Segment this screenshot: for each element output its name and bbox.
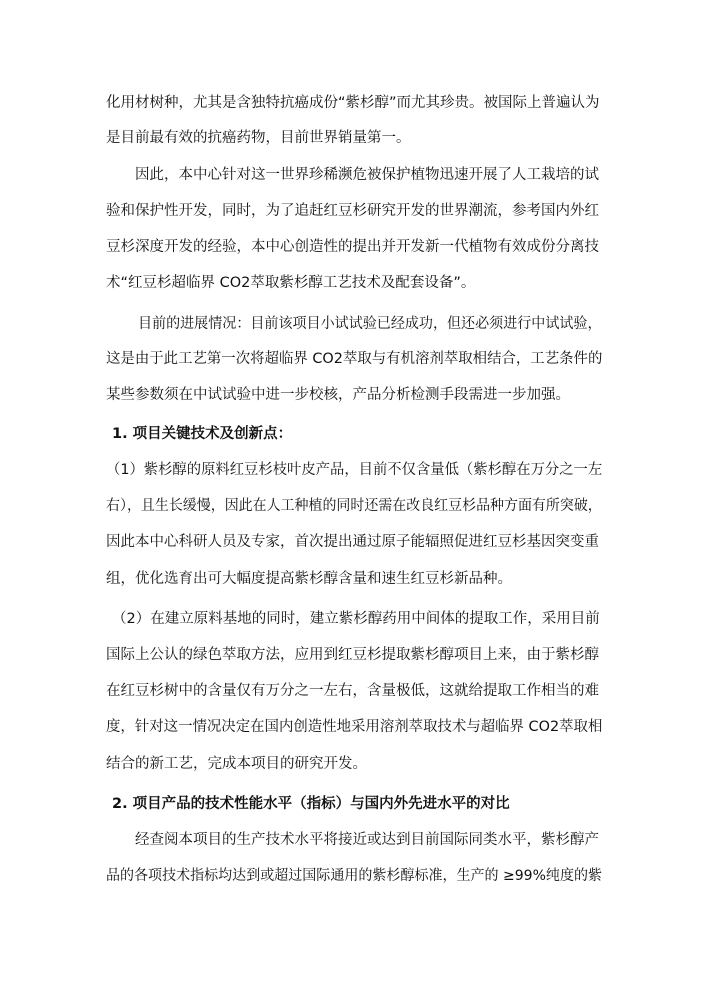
paragraph-line: （2）在建立原料基地的同时，建立紫杉醇药用中间体的提取工作，采用目前 (112, 611, 600, 627)
paragraph-line: 右），且生长缓慢，因此在人工种植的同时还需在改良红豆杉品种方面有所突破， (106, 498, 602, 514)
paragraph-line: 术“红豆杉超临界 CO2萃取紫杉醇工艺技术及配套设备”。 (106, 275, 476, 291)
paragraph-line: 在红豆杉树中的含量仅有万分之一左右，含量极低，这就给提取工作相当的难 (106, 683, 599, 699)
paragraph-line: 因此本中心科研人员及专家，首次提出通过原子能辐照促进红豆杉基因突变重 (106, 534, 599, 550)
paragraph-line: 这是由于此工艺第一次将超临界 CO2萃取与有机溶剂萃取相结合，工艺条件的 (106, 351, 603, 367)
paragraph-line: 经查阅本项目的生产技术水平将接近或达到目前国际同类水平，紫杉醇产 (135, 832, 599, 848)
paragraph-line: 目前的进展情况：目前该项目小试试验已经成功，但还必须进行中试试验， (138, 316, 602, 332)
section-heading: 1. 项目关键技术及创新点： (112, 426, 293, 442)
paragraph-line: 因此，本中心针对这一世界珍稀濒危被保护植物迅速开展了人工栽培的试 (135, 167, 599, 183)
paragraph-line: 组，优化选育出可大幅度提高紫杉醇含量和速生红豆杉新品种。 (106, 571, 512, 587)
paragraph-line: 是目前最有效的抗癌药物，目前世界销量第一。 (106, 130, 411, 146)
paragraph-line: （1）紫杉醇的原料红豆杉枝叶皮产品，目前不仅含量低（紫杉醇在万分之一左 (106, 462, 603, 478)
paragraph-line: 化用材树种，尤其是含独特抗癌成份“紫杉醇”而尤其珍贵。被国际上普遍认为 (106, 95, 600, 111)
paragraph-line: 某些参数须在中试试验中进一步校核，产品分析检测手段需进一步加强。 (106, 387, 570, 403)
paragraph-line: 验和保护性开发，同时，为了追赶红豆杉研究开发的世界潮流，参考国内外红 (106, 203, 599, 219)
paragraph-line: 国际上公认的绿色萃取方法，应用到红豆杉提取紫杉醇项目上来，由于紫杉醇 (106, 647, 599, 663)
paragraph-line: 豆杉深度开发的经验，本中心创造性的提出并开发新一代植物有效成份分离技 (106, 239, 599, 255)
paragraph-line: 结合的新工艺，完成本项目的研究开发。 (106, 756, 367, 772)
paragraph-line: 品的各项技术指标均达到或超过国际通用的紫杉醇标准，生产的 ≥99%纯度的紫 (106, 868, 603, 884)
section-heading: 2. 项目产品的技术性能水平（指标）与国内外先进水平的对比 (112, 796, 510, 812)
paragraph-line: 度，针对这一情况决定在国内创造性地采用溶剂萃取技术与超临界 CO2萃取相 (106, 719, 603, 735)
